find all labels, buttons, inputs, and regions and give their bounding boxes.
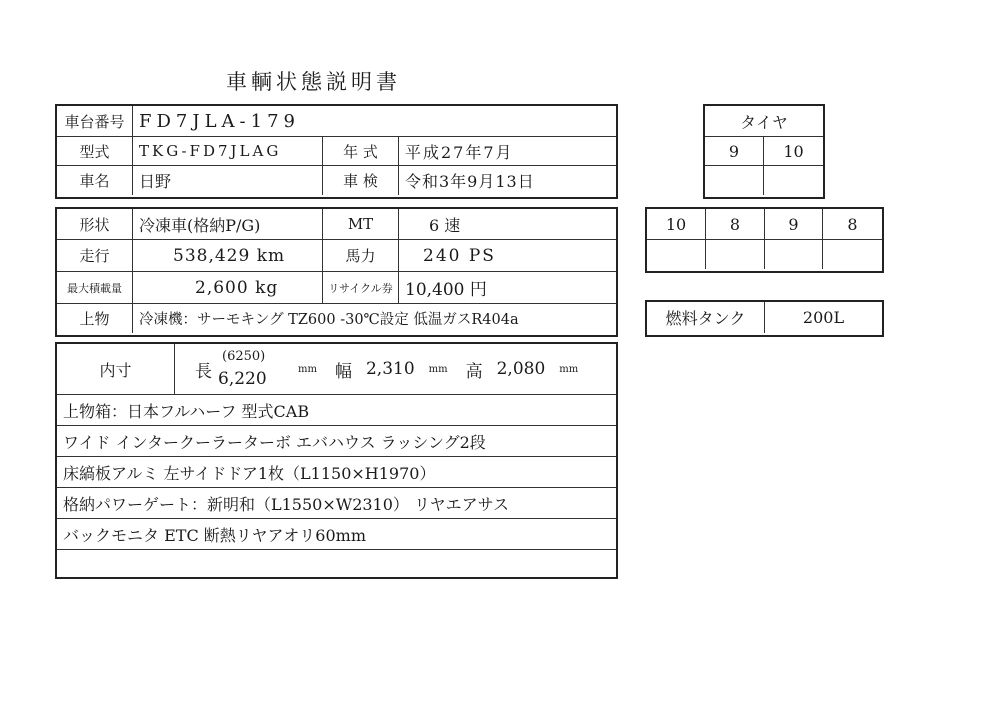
inspection-value: 令和3年9月13日 bbox=[405, 172, 535, 191]
height-value: 2,080 bbox=[496, 359, 546, 379]
body-value: 冷凍機：サーモキング TZ600 -30℃設定 低温ガスR404a bbox=[139, 312, 519, 328]
length-unit: mm bbox=[298, 363, 317, 375]
mileage-label: 走行 bbox=[57, 240, 133, 271]
inspection-label: 車 検 bbox=[323, 166, 399, 195]
height-label: 高 bbox=[465, 361, 483, 382]
load-value: 2,600 kg bbox=[133, 272, 323, 303]
transmission-value: 6 速 bbox=[429, 215, 461, 235]
name-label: 車名 bbox=[57, 166, 133, 195]
tire-front-blank-right bbox=[764, 166, 823, 195]
shape-label: 形状 bbox=[57, 209, 133, 239]
tire-rear-blank-2 bbox=[706, 240, 765, 269]
shape-value: 冷凍車(格納P/G) bbox=[133, 209, 323, 239]
width-unit: mm bbox=[428, 363, 448, 375]
tire-front-values-row bbox=[705, 137, 823, 166]
mileage-row bbox=[57, 240, 616, 272]
fuel-value: 200L bbox=[802, 308, 845, 327]
model-value: TKG-FD7JLAG bbox=[133, 137, 323, 165]
note-line-6 bbox=[57, 550, 616, 575]
dimensions-table bbox=[55, 342, 618, 579]
fuel-label: 燃料タンク bbox=[647, 302, 765, 333]
tire-rear-blank-1 bbox=[647, 240, 706, 269]
note-line-4: 格納パワーゲート：新明和（L1550×W2310） リヤエアサス bbox=[63, 494, 510, 514]
width-value: 2,310 bbox=[365, 359, 415, 379]
year-label: 年 式 bbox=[323, 137, 399, 165]
note-line-5: バックモニタ ETC 断熱リヤアオリ60mm bbox=[63, 525, 366, 545]
fuel-row bbox=[647, 302, 882, 333]
chassis-value: FD7JLA-179 bbox=[139, 110, 300, 132]
shape-row bbox=[57, 209, 616, 240]
power-label: 馬力 bbox=[323, 240, 399, 271]
tire-rear-blank-4 bbox=[823, 240, 882, 269]
tire-rear-blank-row bbox=[647, 240, 882, 269]
transmission-label: MT bbox=[323, 209, 399, 239]
power-value: 240 PS bbox=[423, 245, 496, 266]
body-row bbox=[57, 304, 616, 333]
note-line-2: ワイド インタークーラーターボ エバハウス ラッシング2段 bbox=[63, 432, 486, 452]
tire-front-table bbox=[703, 104, 825, 199]
basic-info-table bbox=[55, 104, 618, 199]
name-row bbox=[57, 166, 616, 195]
tire-front-left: 9 bbox=[705, 137, 764, 165]
tire-rear-4: 8 bbox=[847, 214, 858, 234]
dimensions-row bbox=[57, 344, 616, 395]
document-title: 車輌状態説明書 bbox=[226, 70, 401, 94]
model-row bbox=[57, 137, 616, 166]
tire-rear-values-row bbox=[647, 209, 882, 240]
fuel-table bbox=[645, 300, 884, 337]
tire-rear-1: 10 bbox=[647, 209, 706, 239]
note-row bbox=[57, 550, 616, 575]
tire-label: タイヤ bbox=[740, 112, 788, 132]
model-label: 型式 bbox=[57, 137, 133, 165]
note-row bbox=[57, 426, 616, 457]
note-row bbox=[57, 488, 616, 519]
width-label: 幅 bbox=[334, 361, 352, 382]
recycle-label: リサイクル券 bbox=[323, 272, 399, 303]
name-value: 日野 bbox=[133, 166, 323, 195]
tire-rear-blank-3 bbox=[765, 240, 823, 269]
tire-front-blank-left bbox=[705, 166, 764, 195]
note-row bbox=[57, 395, 616, 426]
spec-table bbox=[55, 207, 618, 337]
note-row bbox=[57, 519, 616, 550]
recycle-value: 10,400 円 bbox=[405, 280, 487, 300]
chassis-label: 車台番号 bbox=[57, 106, 133, 136]
tire-header-row bbox=[705, 106, 823, 137]
load-row bbox=[57, 272, 616, 304]
note-row bbox=[57, 457, 616, 488]
tire-front-right: 10 bbox=[783, 141, 804, 161]
load-label: 最大積載量 bbox=[57, 272, 133, 303]
length-note: (6250) bbox=[222, 349, 266, 364]
tire-front-blank-row bbox=[705, 166, 823, 195]
tire-rear-table bbox=[645, 207, 884, 273]
tire-rear-2: 8 bbox=[706, 209, 765, 239]
tire-rear-3: 9 bbox=[765, 209, 823, 239]
height-unit: mm bbox=[559, 363, 579, 375]
length-label: 長 bbox=[195, 361, 212, 382]
mileage-value: 538,429 km bbox=[133, 240, 323, 271]
body-label: 上物 bbox=[57, 304, 133, 333]
note-line-3: 床縞板アルミ 左サイドドア1枚（L1150×H1970） bbox=[63, 463, 436, 483]
chassis-row bbox=[57, 106, 616, 137]
year-value: 平成27年7月 bbox=[405, 142, 514, 162]
note-line-1: 上物箱：日本フルハーフ 型式CAB bbox=[63, 401, 310, 421]
length-block bbox=[218, 347, 284, 391]
dimensions-label: 内寸 bbox=[57, 344, 175, 394]
length-value: 6,220 bbox=[218, 369, 267, 389]
dimensions-values bbox=[175, 344, 616, 394]
